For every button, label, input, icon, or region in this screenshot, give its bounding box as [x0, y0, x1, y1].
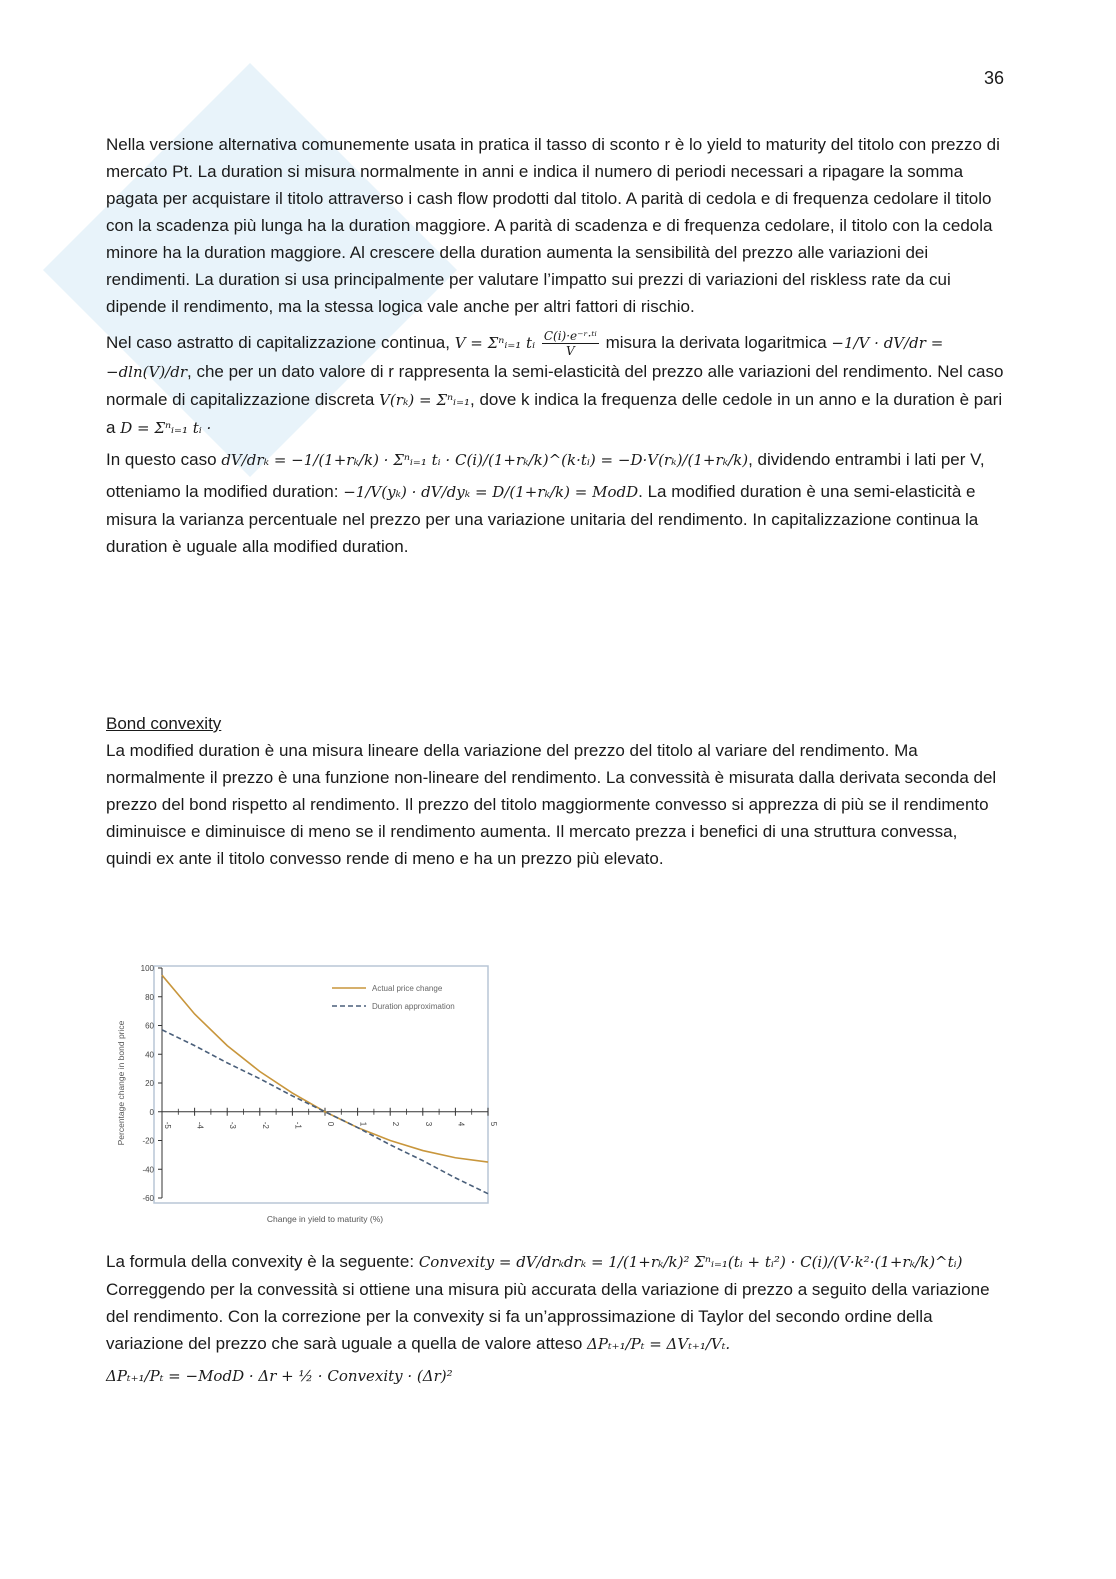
duration-formula: D = Σⁿᵢ₌₁ tᵢ ·: [120, 419, 212, 438]
semi-elasticity-text: , che per un dato valore di r rappresenta la semi-elasticità del prezzo alle variazioni del rendimento. Nel caso normale di capitalizzazione discreta: [106, 362, 1004, 410]
y-tick-label: -40: [142, 1165, 154, 1175]
modified-duration-outro-text: . La modified duration è una semi-elasticità e misura la varianza percentuale nel prezzo per una variazione unitaria del rendimento. In capitalizzazione continua la duration è uguale alla modified duration.: [106, 482, 979, 557]
y-tick-label: -20: [142, 1136, 154, 1146]
y-axis-label: Percentage change in bond price: [116, 1020, 126, 1146]
x-tick-label: -5: [163, 1121, 172, 1129]
continuous-outro-text: misura la derivata logaritmica: [605, 333, 827, 352]
continuous-intro-text: Nel caso astratto di capitalizzazione continua,: [106, 333, 450, 352]
taylor-paragraph: [106, 1276, 1006, 1358]
modified-duration-intro-text: otteniamo la modified duration:: [106, 482, 339, 502]
x-tick-label: -1: [293, 1121, 303, 1129]
discrete-text: , dove k indica la frequenza delle cedole in un anno e la duration è pari a: [106, 390, 1003, 438]
convexity-formula-line: [106, 1248, 1006, 1276]
y-tick-label: -60: [142, 1194, 154, 1203]
x-tick-label: 2: [391, 1121, 401, 1127]
modified-duration-paragraph: [106, 478, 1006, 560]
derivative-paragraph: [106, 446, 1006, 474]
fraction-numerator: C(i)·e⁻ʳ·ᵗⁱ: [543, 329, 597, 344]
x-tick-label: 0: [326, 1121, 335, 1127]
derivative-intro-text: In questo caso: [106, 450, 217, 470]
continuous-capitalization-paragraph: [106, 329, 1006, 442]
x-tick-label: 3: [423, 1121, 433, 1127]
taylor-formula: ΔPₜ₊₁/Pₜ = −ModD · Δr + ½ · Convexity · (Δr)²: [106, 1367, 453, 1385]
convexity-formula-section: [106, 1248, 1006, 1390]
discrete-value-formula: V(rₖ) = Σⁿᵢ₌₁: [379, 391, 471, 410]
legend-label: Actual price change: [372, 984, 443, 993]
x-tick-label: -2: [260, 1121, 270, 1129]
x-tick-label: 4: [456, 1121, 466, 1127]
convexity-paragraph: La modified duration è una misura lineare della variazione del prezzo del titolo al variare del rendimento. Ma normalmente il prezzo è una funzione non-lineare del rendimento. La convessità è misurata dalla derivata seconda del prezzo del bond rispetto al rendimento. Il prezzo del titolo maggiormente convesso si apprezza di più se il rendimento diminuisce e diminuisce di meno se il rendimento aumenta. Il mercato prezza i benefici di una struttura convessa, quindi ex ante il titolo convesso rende di meno e ha un prezzo più elevato.: [106, 741, 997, 868]
x-tick-label: -4: [195, 1121, 205, 1129]
log-derivative-formula: −1/V · dV/dr = −dln(V)/dr: [106, 334, 944, 382]
y-tick-label: 80: [145, 992, 154, 1002]
y-tick-label: 40: [145, 1050, 154, 1060]
duration-paragraph: Nella versione alternativa comunemente usata in pratica il tasso di sconto r è lo yield to maturity del titolo con prezzo di mercato Pt. La duration si misura normalmente in anni e indica il numero di periodi necessari a ripagare la somma pagata per acquistare il titolo attraverso i cash flow prodotti dal titolo. A parità di cedola e di frequenza cedolare il titolo con la scadenza più lunga ha la duration maggiore. A parità di scadenza e di frequenza cedolare, il titolo con la cedola minore ha la duration maggiore. Al crescere della duration aumenta la sensibilità del prezzo alle variazioni dei rendimenti. La duration si usa principalmente per valutare l’impatto sui prezzi di variazioni del riskless rate da cui dipende il rendimento, ma la stessa logica vale anche per altri fattori di rischio.: [106, 135, 1000, 316]
taylor-text: Correggendo per la convessità si ottiene una misura più accurata della variazione di prezzo a seguito della variazione del rendimento. Con la correzione per la convexity si fa un’approssimazione di Taylor del secondo ordine della variazione del prezzo che sarà uguale a quella de valore atteso: [106, 1280, 990, 1353]
derivative-outro-text: , dividendo entrambi i lati per V,: [748, 450, 985, 470]
section-title: Bond convexity: [106, 714, 222, 733]
x-tick-label: 1: [358, 1121, 368, 1127]
expected-value-ratio: ΔPₜ₊₁/Pₜ = ΔVₜ₊₁/Vₜ.: [587, 1335, 731, 1353]
duration-section: [106, 131, 1006, 560]
convexity-formula: Convexity = dV/drₖdrₖ = 1/(1+rₖ/k)² Σⁿᵢ₌₁(tᵢ + tᵢ²) · C(i)/(V·k²·(1+rₖ/k)^tᵢ): [418, 1253, 963, 1271]
y-tick-label: 60: [145, 1021, 154, 1031]
derivative-formula: dV/drₖ = −1/(1+rₖ/k) · Σⁿᵢ₌₁ tᵢ · C(i)/(1+rₖ/k)^(k·tᵢ) = −D·V(rₖ)/(1+rₖ/k): [221, 451, 749, 470]
page-number: 36: [983, 68, 1004, 88]
convexity-section: [106, 710, 1006, 872]
y-tick-label: 0: [149, 1107, 154, 1117]
x-tick-label: 5: [489, 1121, 498, 1127]
taylor-formula-line: [106, 1362, 1006, 1390]
legend-label: Duration approximation: [372, 1002, 455, 1011]
modified-duration-formula: −1/V(yₖ) · dV/dyₖ = D/(1+rₖ/k) = ModD: [343, 483, 639, 502]
x-tick-label: -3: [228, 1121, 238, 1129]
convexity-intro-text: La formula della convexity è la seguente:: [106, 1252, 415, 1271]
fraction-denominator: V: [565, 344, 575, 359]
chart-svg: [112, 958, 496, 1228]
x-axis-label: Change in yield to maturity (%): [266, 1214, 384, 1224]
continuous-fraction: [542, 329, 599, 358]
continuous-value-formula: V = Σⁿᵢ₌₁ tᵢ: [454, 334, 536, 352]
y-tick-label: 100: [140, 964, 154, 973]
price-yield-chart: [112, 958, 496, 1228]
y-tick-label: 20: [145, 1079, 154, 1088]
